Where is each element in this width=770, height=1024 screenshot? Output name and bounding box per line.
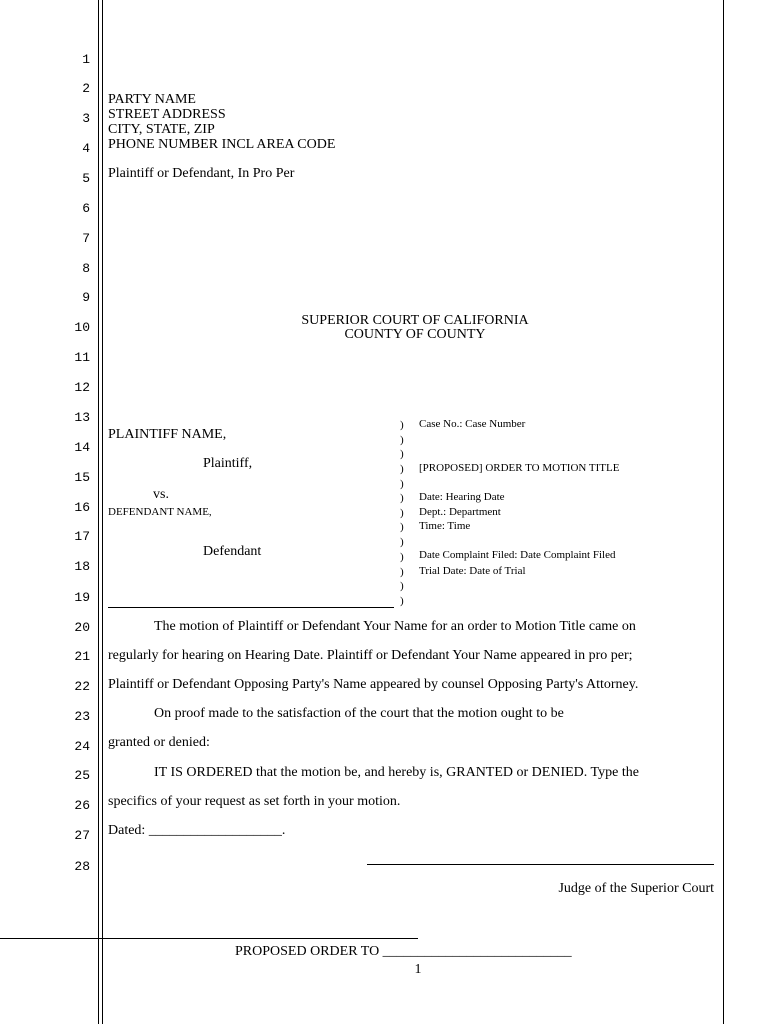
line-number: 10 [74, 320, 90, 335]
left-margin-rule-outer [98, 0, 99, 1024]
paren: ) [400, 521, 404, 533]
plaintiff-label: Plaintiff, [203, 456, 253, 471]
dated-line: Dated: ___________________. [108, 823, 286, 838]
paren: ) [400, 434, 404, 446]
line-number: 18 [74, 559, 90, 574]
defendant-label: Defendant [203, 544, 262, 559]
versus: vs. [153, 487, 169, 502]
document-title: [PROPOSED] ORDER TO MOTION TITLE [419, 462, 620, 474]
party-role: Plaintiff or Defendant, In Pro Per [108, 166, 295, 181]
line-number: 7 [82, 231, 90, 246]
court-line-2: COUNTY OF COUNTY [344, 327, 486, 342]
hearing-time: Time: Time [419, 520, 471, 532]
line-number: 17 [74, 529, 90, 544]
signature-line [367, 864, 714, 865]
paren: ) [400, 507, 404, 519]
line-number: 1 [82, 52, 90, 67]
defendant-name: DEFENDANT NAME, [108, 506, 212, 518]
page-number: 1 [414, 962, 422, 977]
party-city: CITY, STATE, ZIP [108, 122, 215, 137]
paren: ) [400, 463, 404, 475]
line-number: 9 [82, 290, 90, 305]
line-number: 13 [74, 410, 90, 425]
party-phone: PHONE NUMBER INCL AREA CODE [108, 137, 336, 152]
line-number: 2 [82, 81, 90, 96]
line-number: 27 [74, 828, 90, 843]
body-line: The motion of Plaintiff or Defendant Your Name for an order to Motion Title came on [154, 619, 636, 634]
line-number: 4 [82, 141, 90, 156]
body-line: regularly for hearing on Hearing Date. Plaintiff or Defendant Your Name appeared in pro per; [108, 648, 633, 663]
paren: ) [400, 580, 404, 592]
party-street: STREET ADDRESS [108, 107, 226, 122]
left-margin-rule-inner [102, 0, 103, 1024]
line-number: 22 [74, 679, 90, 694]
paren: ) [400, 448, 404, 460]
right-margin-rule [723, 0, 724, 1024]
paren: ) [400, 551, 404, 563]
paren: ) [400, 478, 404, 490]
department: Dept.: Department [419, 506, 501, 518]
body-line: granted or denied: [108, 735, 210, 750]
line-number: 5 [82, 171, 90, 186]
line-number: 23 [74, 709, 90, 724]
line-number: 12 [74, 380, 90, 395]
case-number: Case No.: Case Number [419, 418, 526, 430]
paren: ) [400, 419, 404, 431]
paren: ) [400, 566, 404, 578]
line-number: 11 [74, 350, 90, 365]
plaintiff-name: PLAINTIFF NAME, [108, 427, 227, 442]
footer-rule [0, 938, 418, 939]
caption-underline [108, 607, 394, 608]
line-number: 28 [74, 859, 90, 874]
line-number: 20 [74, 620, 90, 635]
footer-title: PROPOSED ORDER TO ___________________________ [235, 944, 572, 959]
paren: ) [400, 595, 404, 607]
paren: ) [400, 536, 404, 548]
body-line: On proof made to the satisfaction of the court that the motion ought to be [154, 706, 564, 721]
line-number: 15 [74, 470, 90, 485]
body-line: specifics of your request as set forth in your motion. [108, 794, 401, 809]
line-number: 24 [74, 739, 90, 754]
complaint-filed-date: Date Complaint Filed: Date Complaint Filed [419, 549, 616, 561]
line-number: 21 [74, 649, 90, 664]
line-number: 3 [82, 111, 90, 126]
body-line: IT IS ORDERED that the motion be, and hereby is, GRANTED or DENIED. Type the [154, 765, 639, 780]
line-number: 25 [74, 768, 90, 783]
paren: ) [400, 492, 404, 504]
line-number: 16 [74, 500, 90, 515]
body-line: Plaintiff or Defendant Opposing Party's Name appeared by counsel Opposing Party's Attorney. [108, 677, 639, 692]
party-name: PARTY NAME [108, 92, 196, 107]
line-number: 6 [82, 201, 90, 216]
court-line-1: SUPERIOR COURT OF CALIFORNIA [301, 313, 529, 328]
line-number: 19 [74, 590, 90, 605]
line-number: 8 [82, 261, 90, 276]
hearing-date: Date: Hearing Date [419, 491, 505, 503]
judge-title: Judge of the Superior Court [558, 881, 714, 896]
trial-date: Trial Date: Date of Trial [419, 565, 526, 577]
line-number: 14 [74, 440, 90, 455]
line-number: 26 [74, 798, 90, 813]
